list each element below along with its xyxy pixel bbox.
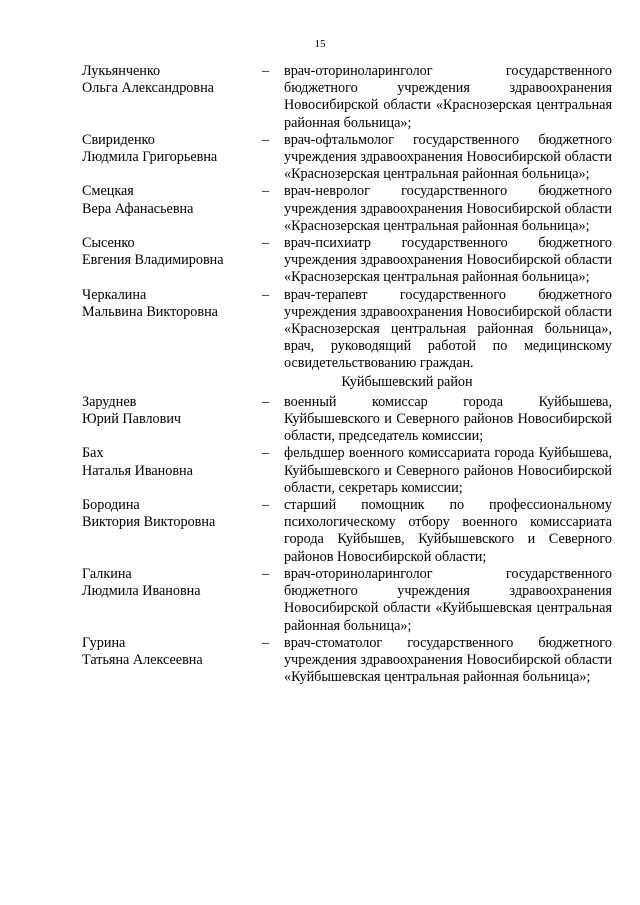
surname: Лукьянченко bbox=[82, 63, 161, 79]
person-name bbox=[82, 445, 262, 479]
list-item bbox=[82, 566, 612, 635]
surname: Заруднев bbox=[82, 393, 137, 410]
list-item bbox=[82, 235, 612, 287]
surname: Сысенко bbox=[82, 235, 135, 252]
given-names: Наталья Ивановна bbox=[82, 462, 193, 479]
dash-separator: – bbox=[262, 131, 270, 148]
given-names: Людмила Ивановна bbox=[82, 583, 201, 600]
given-names: Евгения Владимировна bbox=[82, 252, 224, 269]
dash-separator: – bbox=[262, 286, 270, 303]
dash-separator: – bbox=[262, 393, 270, 410]
person-name bbox=[82, 497, 262, 531]
section-heading: Куйбышевский район bbox=[341, 373, 473, 390]
dash-separator: – bbox=[262, 63, 270, 79]
surname: Свириденко bbox=[82, 131, 155, 148]
dash-separator: – bbox=[262, 565, 270, 582]
position-description: врач-оториноларинголог государственного бюджетного учреждения здравоохранения Новосибирской области «Куйбышевская центральная районная больница»; bbox=[284, 565, 612, 634]
dash-separator: – bbox=[262, 497, 270, 514]
given-names: Татьяна Алексеевна bbox=[82, 651, 203, 668]
dash-separator: – bbox=[262, 235, 270, 252]
surname: Бородина bbox=[82, 497, 140, 514]
list-item bbox=[82, 132, 612, 184]
person-name bbox=[82, 63, 262, 97]
person-name bbox=[82, 566, 262, 600]
position-description: врач-психиатр государственного бюджетного учреждения здравоохранения Новосибирской области «Краснозерская центральная районная больница»; bbox=[284, 235, 612, 286]
person-name bbox=[82, 132, 262, 166]
given-names: Мальвина Викторовна bbox=[82, 303, 218, 320]
given-names: Виктория Викторовна bbox=[82, 514, 216, 531]
list-item bbox=[82, 63, 612, 132]
person-name bbox=[82, 287, 262, 321]
list-item bbox=[82, 445, 612, 497]
given-names: Ольга Александровна bbox=[82, 80, 214, 97]
position-description: врач-оториноларинголог государственного бюджетного учреждения здравоохранения Новосибирской области «Краснозерская центральная районная больница»; bbox=[284, 63, 612, 131]
position-description: врач-невролог государственного бюджетного учреждения здравоохранения Новосибирской области «Краснозерская центральная районная больница»; bbox=[284, 183, 612, 234]
list-item bbox=[82, 635, 612, 687]
person-name bbox=[82, 394, 262, 428]
list-item bbox=[82, 287, 612, 373]
list-item bbox=[82, 394, 612, 446]
person-name bbox=[82, 235, 262, 269]
person-name bbox=[82, 635, 262, 669]
list-item bbox=[82, 497, 612, 566]
person-name bbox=[82, 183, 262, 217]
surname: Гурина bbox=[82, 634, 126, 651]
given-names: Юрий Павлович bbox=[82, 411, 182, 428]
surname: Галкина bbox=[82, 565, 132, 582]
dash-separator: – bbox=[262, 634, 270, 651]
given-names: Людмила Григорьевна bbox=[82, 149, 218, 166]
commission-list bbox=[82, 63, 612, 686]
position-description: старший помощник по профессиональному психологическому отбору военного комиссариата города Куйбышев, Куйбышевского и Северного районов Новосибирской области; bbox=[284, 497, 612, 565]
dash-separator: – bbox=[262, 445, 270, 462]
surname: Бах bbox=[82, 445, 104, 462]
dash-separator: – bbox=[262, 183, 270, 200]
page-number: 15 bbox=[314, 38, 326, 50]
position-description: врач-терапевт государственного бюджетного учреждения здравоохранения Новосибирской области «Краснозерская центральная районная больница», врач, руководящий работой по медицинскому освидетельствованию граждан. bbox=[284, 286, 612, 372]
surname: Черкалина bbox=[82, 286, 147, 303]
position-description: военный комиссар города Куйбышева, Куйбышевского и Северного районов Новосибирской области, председатель комиссии; bbox=[284, 393, 612, 445]
position-description: фельдшер военного комиссариата города Куйбышева, Куйбышевского и Северного районов Новосибирской области, секретарь комиссии; bbox=[284, 445, 612, 496]
list-item bbox=[82, 183, 612, 235]
given-names: Вера Афанасьевна bbox=[82, 200, 194, 217]
position-description: врач-стоматолог государственного бюджетного учреждения здравоохранения Новосибирской области «Куйбышевская центральная районная больница»; bbox=[284, 634, 612, 686]
surname: Смецкая bbox=[82, 183, 134, 200]
position-description: врач-офтальмолог государственного бюджетного учреждения здравоохранения Новосибирской области «Краснозерская центральная районная больница»; bbox=[284, 131, 612, 183]
